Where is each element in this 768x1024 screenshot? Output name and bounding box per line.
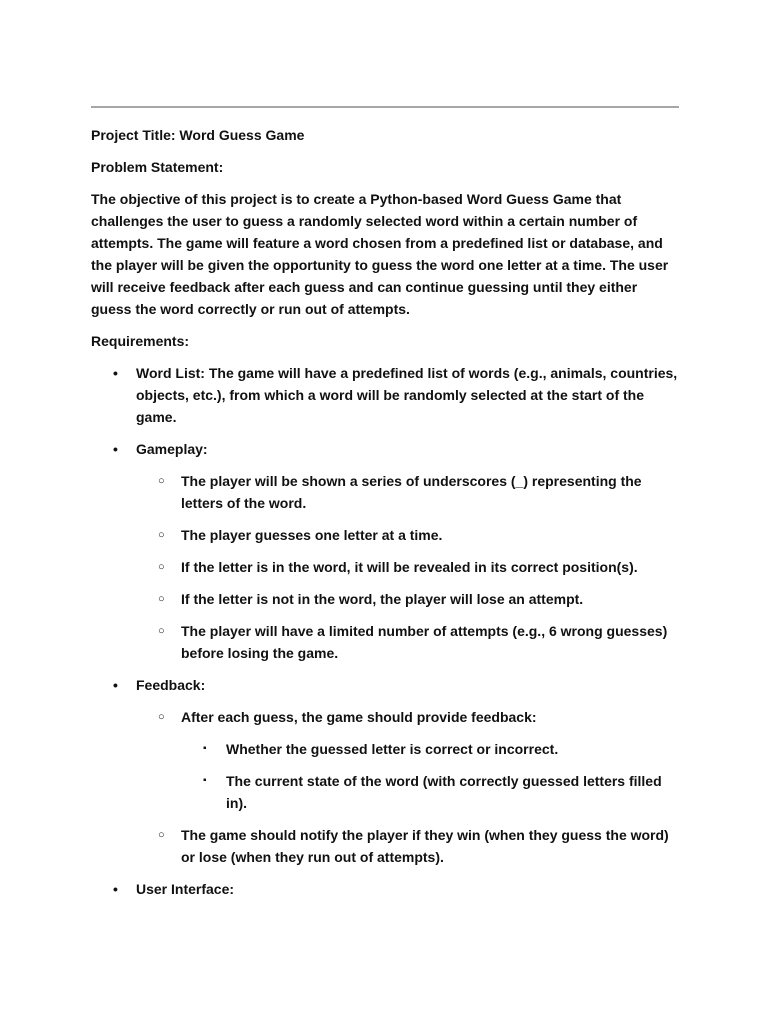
requirement-feedback <box>91 674 681 868</box>
list-item <box>136 556 681 578</box>
list-item-text: If the letter is not in the word, the player will lose an attempt. <box>181 591 584 607</box>
list-item <box>136 588 681 610</box>
list-item <box>181 738 681 760</box>
bullet-disc-icon: • <box>113 365 118 381</box>
list-item-text: The player will have a limited number of attempts (e.g., 6 wrong guesses) before losing the game. <box>181 623 668 661</box>
requirement-gameplay <box>91 438 681 664</box>
bullet-square-icon: ▪ <box>203 775 207 786</box>
requirement-label: User Interface: <box>136 881 235 897</box>
requirement-text: Word List: The game will have a predefined list of words (e.g., animals, countries, objects, etc.), from which a word will be randomly selected at the start of the game. <box>136 365 678 425</box>
list-item-text: The player guesses one letter at a time. <box>181 527 443 543</box>
list-item <box>136 470 681 514</box>
list-item <box>136 824 681 868</box>
bullet-circle-icon: ○ <box>158 625 165 637</box>
requirements-list <box>91 362 681 900</box>
bullet-circle-icon: ○ <box>158 711 165 723</box>
list-item <box>136 524 681 546</box>
bullet-circle-icon: ○ <box>158 529 165 541</box>
bullet-disc-icon: • <box>113 441 118 457</box>
feedback-sub-list <box>181 738 681 814</box>
requirement-label: Gameplay: <box>136 441 208 457</box>
list-item-text: The current state of the word (with correctly guessed letters filled in). <box>226 773 662 811</box>
problem-statement-heading: Problem Statement: <box>91 159 224 175</box>
requirement-user-interface <box>91 878 681 900</box>
feedback-list <box>136 706 681 868</box>
bullet-circle-icon: ○ <box>158 829 165 841</box>
bullet-disc-icon: • <box>113 881 118 897</box>
list-item <box>181 770 681 814</box>
document-body <box>91 124 681 910</box>
list-item-text: After each guess, the game should provide feedback: <box>181 709 537 725</box>
requirement-word-list <box>91 362 681 428</box>
project-title: Project Title: Word Guess Game <box>91 127 305 143</box>
bullet-disc-icon: • <box>113 677 118 693</box>
list-item-text: The player will be shown a series of underscores (_) representing the letters of the word. <box>181 473 642 511</box>
problem-statement-text: The objective of this project is to create a Python-based Word Guess Game that challenges the user to guess a randomly selected word within a certain number of attempts. The game will feature a word chosen from a predefined list or database, and the player will be given the opportunity to guess the word one letter at a time. The user will receive feedback after each guess and can continue guessing until they either guess the word correctly or run out of attempts. <box>91 191 669 317</box>
bullet-circle-icon: ○ <box>158 561 165 573</box>
gameplay-list <box>136 470 681 664</box>
bullet-square-icon: ▪ <box>203 743 207 754</box>
list-item <box>136 620 681 664</box>
bullet-circle-icon: ○ <box>158 593 165 605</box>
bullet-circle-icon: ○ <box>158 475 165 487</box>
list-item-text: Whether the guessed letter is correct or incorrect. <box>226 741 559 757</box>
horizontal-rule <box>91 106 679 108</box>
requirement-label: Feedback: <box>136 677 206 693</box>
list-item-text: The game should notify the player if they win (when they guess the word) or lose (when they run out of attempts). <box>181 827 669 865</box>
list-item-text: If the letter is in the word, it will be revealed in its correct position(s). <box>181 559 638 575</box>
list-item <box>136 706 681 814</box>
requirements-heading: Requirements: <box>91 333 190 349</box>
